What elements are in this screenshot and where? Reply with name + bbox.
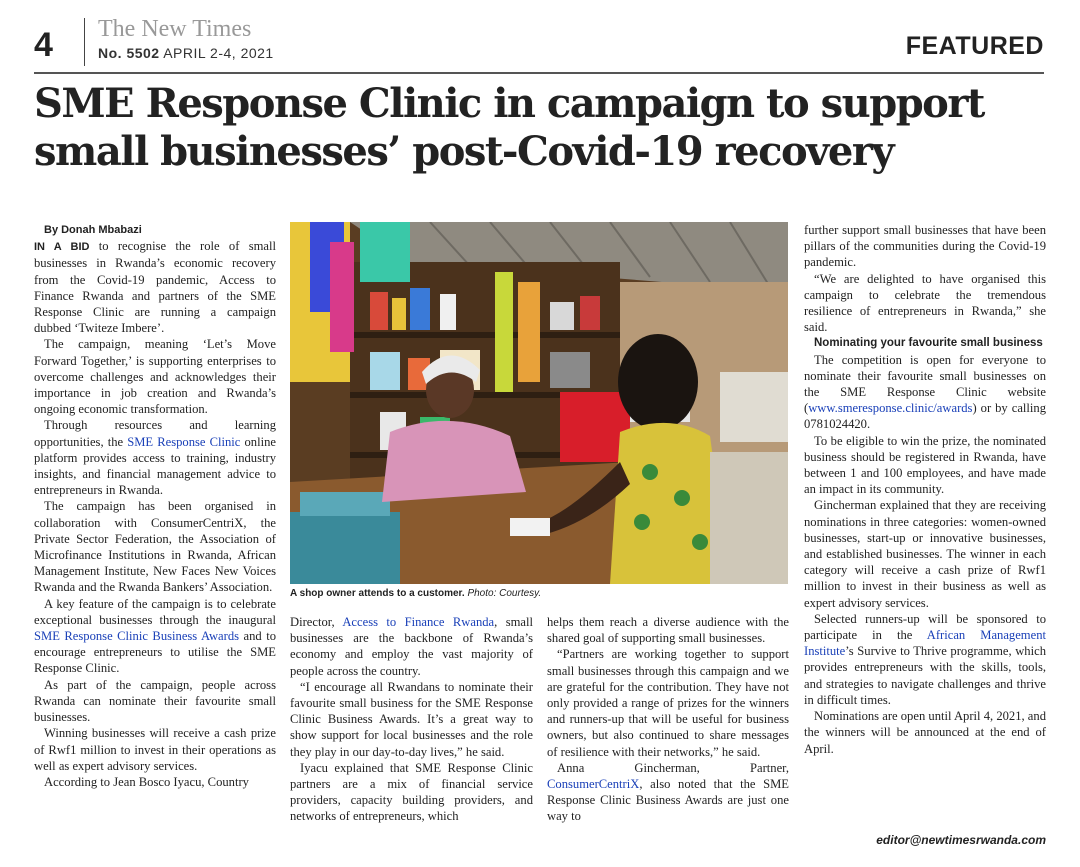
headline: SME Response Clinic in campaign to support small businesses’ post-Covid-19 recovery (34, 80, 984, 175)
paragraph (804, 352, 1046, 433)
byline: By Donah Mbabazi (44, 224, 142, 236)
paragraph (34, 238, 276, 336)
paragraph (34, 417, 276, 498)
paragraph-text: Selected runners-up will be sponsored to participate in the (804, 611, 1046, 643)
paragraph-text: , small businesses are the backbone of Rwanda’s economy and employ the vast majority of people across the country. (290, 615, 533, 678)
caption-text: A shop owner attends to a customer. (290, 588, 465, 599)
paragraph: The campaign has been organised in collaboration with ConsumerCentriX, the Private Sector Federation, the Association of Microfinance Institutions in Rwanda, African Management Institute, New Faces New Voices Rwanda and the Rwanda Bankers’ Association. (34, 499, 276, 595)
subheading: Nominating your favourite small business (814, 337, 1043, 350)
photo-caption (290, 588, 788, 599)
paragraph-text: , also noted that the SME Response Clinic Business Awards are just one way to (547, 777, 789, 824)
paragraph: Iyacu explained that SME Response Clinic partners are a mix of financial service providers, capacity building providers, and networks of entrepreneurs, which (290, 760, 533, 824)
paragraph-text: and to encourage entrepreneurs to utilise the SME Response Clinic. (34, 629, 276, 676)
issue-date: APRIL 2-4, 2021 (163, 45, 274, 61)
paragraph-text: online platform provides access to training, industry insights, and financial management advice to entrepreneurs in Rwanda. (34, 434, 276, 498)
business-awards-link[interactable]: SME Response Clinic Business Awards (34, 629, 240, 644)
paragraph: “Partners are working together to support small businesses through this campaign and we are grateful for the contribution. They have not only provided a range of prizes for the winners and runners-up that will be useful for business owners, but also continued to share messages of resilience with their networks,” he said. (547, 647, 789, 759)
african-management-institute-link[interactable]: African Management Institute (804, 628, 1046, 659)
paragraph-text: A key feature of the campaign is to celebrate exceptional businesses through the inaugural (34, 596, 276, 627)
paragraph: “I encourage all Rwandans to nominate their favourite small business for the SME Response Clinic Business Awards. It’s a great way to show support for local businesses and the role they play in our day-to-day lives,” he said. (290, 679, 533, 759)
paragraph-text: ’s Survive to Thrive programme, which provides entrepreneurs with the skills, tools, and strategies to navigate challenges and thrive in difficult times. (804, 644, 1046, 707)
paper-name: The New Times (98, 16, 252, 42)
article-column-4 (804, 222, 1046, 757)
paragraph (547, 760, 789, 825)
section-label: FEATURED (905, 32, 1044, 60)
awards-website-link[interactable]: www.smeresponse.clinic/awards (808, 401, 973, 416)
access-to-finance-link[interactable]: Access to Finance Rwanda (342, 615, 495, 629)
paragraph: As part of the campaign, people across Rwanda can nominate their favourite small businesses. (34, 677, 276, 725)
paragraph (34, 596, 276, 677)
consumercentrix-link[interactable]: ConsumerCentriX (547, 777, 640, 792)
shop-scene-illustration (290, 222, 788, 584)
masthead-divider (84, 18, 85, 66)
masthead-rule (34, 72, 1044, 74)
paragraph-text: Through resources and learning opportunities, the (34, 418, 276, 449)
paragraph-text: Director, (290, 615, 343, 629)
paragraph: To be eligible to win the prize, the nominated business should be registered in Rwanda, have between 1 and 100 employees, and have made an impact in its community. (804, 433, 1046, 497)
paragraph: The campaign, meaning ‘Let’s Move Forward Together,’ is supporting enterprises to overcome challenges and acknowledges their importance in job creation and Rwanda’s ongoing economic transformation. (34, 337, 276, 417)
lead-in: IN A BID (34, 241, 90, 254)
page-number: 4 (34, 26, 53, 64)
paragraph: Nominations are open until April 4, 2021, and the winners will be announced at the end of April. (804, 709, 1046, 756)
paragraph: Gincherman explained that they are receiving nominations in three categories: women-owned businesses, start-up or innovative businesses, and established businesses. The winner in each category will receive a cash prize of Rwf1 million to invest in their business as well as expert advisory services. (804, 498, 1046, 610)
editor-email[interactable]: editor@newtimesrwanda.com (876, 833, 1046, 847)
paragraph: Winning businesses will receive a cash prize of Rwf1 million to invest in their operations as well as expert advisory services. (34, 726, 276, 773)
paragraph: “We are delighted to have organised this campaign to celebrate the tremendous resilience of entrepreneurs in Rwanda,” she said. (804, 271, 1046, 335)
photo-credit: Photo: Courtesy. (467, 588, 542, 599)
article-column-1 (34, 222, 276, 790)
paragraph-text: Anna Gincherman, Partner, (557, 760, 789, 775)
paragraph-text: ) or by calling 0781024420. (804, 401, 1046, 432)
paragraph-text: The competition is open for everyone to nominate their favourite small businesses on the SME Response Clinic website ( (804, 352, 1046, 416)
issue-line (98, 45, 274, 61)
issue-number: No. 5502 (98, 45, 160, 61)
paragraph: According to Jean Bosco Iyacu, Country (44, 774, 249, 789)
paragraph: further support small businesses that have been pillars of the communities during the Covid-19 pandemic. (804, 223, 1046, 270)
paragraph (290, 614, 533, 679)
sme-response-clinic-link[interactable]: SME Response Clinic (127, 434, 241, 449)
paragraph: helps them reach a diverse audience with the shared goal of supporting small businesses. (547, 615, 789, 646)
shop-photo (290, 222, 788, 584)
paragraph (804, 611, 1046, 708)
article-column-2 (290, 614, 533, 825)
article-column-3 (547, 614, 789, 825)
paragraph-text: to recognise the role of small businesses in Rwanda’s economic recovery from the Covid-19 pandemic, Access to Finance Rwanda and partners of the SME Response Clinic are running a campaign dubbed ‘Twiteze Imbere’. (34, 239, 276, 336)
masthead (34, 10, 1044, 72)
